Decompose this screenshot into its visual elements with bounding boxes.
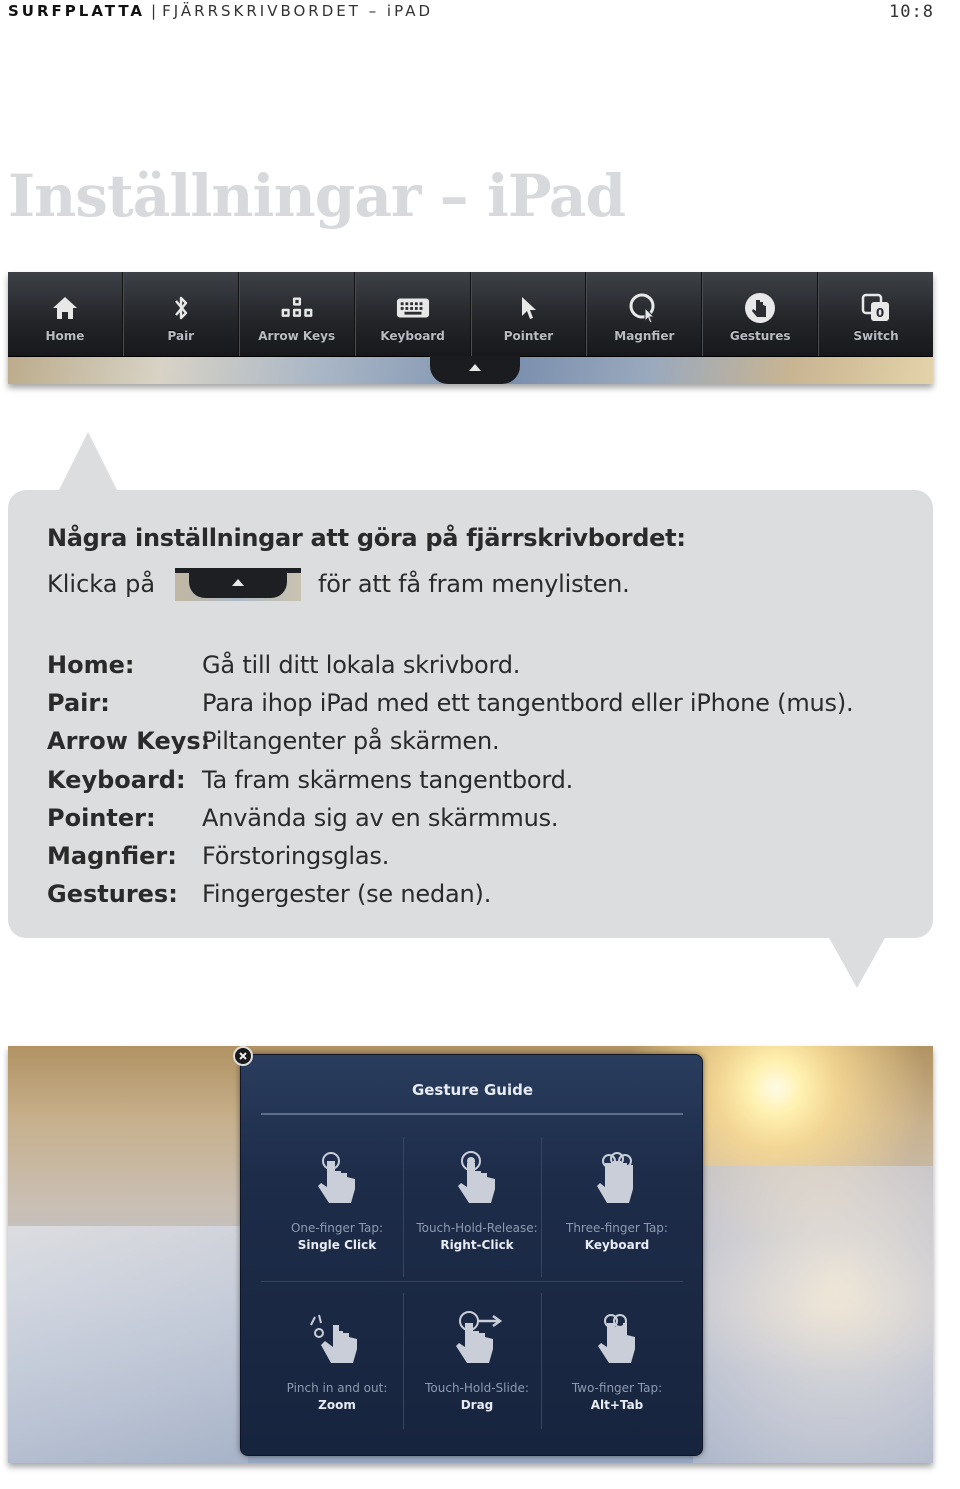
intro-text: Klicka på [47,570,156,598]
gesture-caption: One-finger Tap: [290,1221,384,1235]
gesture-item [267,1151,407,1252]
gesture-guide-screenshot [8,1046,933,1463]
toolbar-label: Keyboard [380,329,445,343]
definition-desc: Förstoringsglas. [202,842,390,871]
three-finger-tap-icon [587,1151,647,1215]
section-name: SURFPLATTA [8,2,146,20]
toolbar-item-gestures[interactable] [702,272,818,356]
gesture-caption: Touch-Hold-Release: [416,1221,538,1235]
toolbar-label: Gestures [729,329,791,343]
gesture-item [547,1151,687,1252]
clouds-background [693,1166,933,1463]
toolbar-label: Arrow Keys [258,329,336,343]
snow-background [8,1226,248,1463]
gestures-icon [743,292,777,324]
definition-term: Pointer: [47,803,156,832]
gesture-guide-panel [240,1054,703,1456]
gesture-action: Zoom [318,1398,356,1412]
gesture-item [547,1311,687,1412]
gesture-item [407,1311,547,1412]
toolbar-item-keyboard[interactable] [355,272,471,356]
definition-row [47,837,853,875]
definition-term: Magnfier: [47,842,177,871]
pointer-icon [511,292,545,324]
gesture-guide-title: Gesture Guide [411,1081,534,1099]
toolbar-label: Magnfier [614,329,675,343]
callout-pointer [58,432,118,492]
definition-desc: Fingergester (se nedan). [202,880,492,909]
touch-hold-release-icon [447,1151,507,1215]
magnifier-icon [627,292,661,324]
definition-row [47,722,853,760]
close-button[interactable] [233,1046,253,1066]
intro-text-continued: för att få fram menylisten. [318,570,630,598]
running-header [8,2,433,20]
remote-desktop-toolbar [8,272,933,357]
home-icon [48,292,82,324]
definition-term: Keyboard: [47,765,186,794]
callout-pointer [828,936,886,988]
caret-up-icon [230,577,246,587]
definition-term: Gestures: [47,880,178,909]
definition-row [47,761,853,799]
divider [261,1281,683,1282]
gesture-caption: Pinch in and out: [286,1381,388,1395]
gesture-action: Single Click [297,1238,377,1252]
gesture-action: Keyboard [584,1238,650,1252]
keyboard-icon [396,292,430,324]
definition-desc: Använda sig av en skärmmus. [202,803,559,832]
chapter-name: FJÄRRSKRIVBORDET – iPAD [162,2,434,20]
arrow-keys-icon [280,292,314,324]
toolbar-label: Pointer [503,329,554,343]
settings-definitions [47,646,853,913]
toolbar-label: Switch [853,329,899,343]
definition-term: Pair: [47,689,110,718]
gesture-action: Right-Click [440,1238,514,1252]
definition-desc: Gå till ditt lokala skrivbord. [202,651,521,680]
definition-row [47,875,853,913]
toolbar-screenshot [8,272,933,384]
two-finger-tap-icon [587,1311,647,1375]
toolbar-item-switch[interactable] [818,272,933,356]
gesture-caption: Two-finger Tap: [571,1381,663,1395]
gesture-caption: Touch-Hold-Slide: [425,1381,529,1395]
pinch-icon [307,1311,367,1375]
svg-text:0: 0 [875,306,885,320]
definition-desc: Ta fram skärmens tangentbord. [202,765,574,794]
definition-term: Arrow Keys: [47,727,211,756]
toolbar-item-pair[interactable] [123,272,239,356]
toolbar-label: Home [45,329,85,343]
toolbar-item-home[interactable] [8,272,123,356]
bluetooth-icon [164,292,198,324]
definition-row [47,684,853,722]
inline-toolbar-tab-image [175,568,301,601]
toolbar-item-pointer[interactable] [471,272,587,356]
definition-term: Home: [47,651,135,680]
touch-hold-slide-icon [447,1311,507,1375]
close-icon [238,1051,248,1061]
callout-heading: Några inställningar att göra på fjärrskrivbordet: [47,524,686,552]
header-separator: | [151,2,157,20]
switch-icon [859,292,893,324]
definition-desc: Para ihop iPad med ett tangentbord eller iPhone (mus). [202,689,854,718]
title-divider [261,1113,683,1115]
toolbar-toggle-tab[interactable] [430,356,520,384]
definition-row [47,799,853,837]
gesture-item [407,1151,547,1252]
definition-desc: Piltangenter på skärmen. [202,727,500,756]
gesture-caption: Three-finger Tap: [566,1221,668,1235]
gesture-action: Alt+Tab [590,1398,644,1412]
page-number: 10:8 [889,2,934,22]
one-finger-tap-icon [307,1151,367,1215]
caret-up-icon [467,362,483,372]
toolbar-item-arrow-keys[interactable] [239,272,355,356]
toolbar-item-magnifier[interactable] [586,272,702,356]
definition-row [47,646,853,684]
toolbar-label: Pair [167,329,195,343]
gesture-action: Drag [460,1398,494,1412]
gesture-item [267,1311,407,1412]
page-title: Inställningar – iPad [8,162,626,230]
